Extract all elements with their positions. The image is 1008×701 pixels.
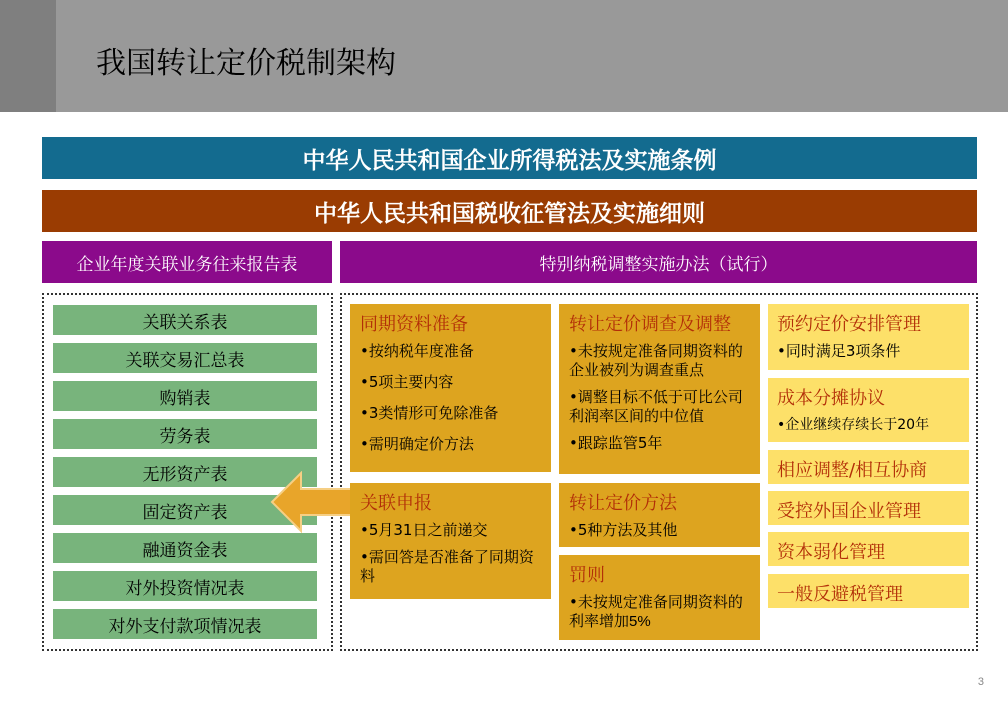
box-title: 转让定价方法 — [569, 493, 677, 514]
box-title: 受控外国企业管理 — [777, 501, 921, 522]
box-penalties — [559, 555, 760, 640]
box-contemporaneous-documentation — [350, 304, 551, 472]
bullet-item — [569, 593, 750, 631]
bullet-item: •5月31日之前递交 — [360, 521, 488, 539]
form-fixed-assets: 固定资产表 — [52, 494, 318, 526]
form-intangible-assets: 无形资产表 — [52, 456, 318, 488]
bullet-item: •3类情形可免除准备 — [360, 404, 499, 422]
box-apa-management — [768, 304, 969, 370]
form-services: 劳务表 — [52, 418, 318, 450]
left-section-header: 企业年度关联业务往来报告表 — [42, 241, 332, 283]
box-title: 资本弱化管理 — [777, 542, 885, 563]
bullet-item: •需明确定价方法 — [360, 435, 474, 453]
bullet-item: •未按规定准备同期资料的企业被列为调查重点 — [569, 342, 743, 379]
box-title: 罚则 — [569, 565, 605, 586]
bullet-item: •企业继续存续长于20年 — [777, 417, 930, 433]
left-arrow-icon — [270, 471, 360, 533]
form-related-transactions-summary: 关联交易汇总表 — [52, 342, 318, 374]
page-title: 我国转让定价税制架构 — [96, 46, 396, 81]
box-title: 转让定价调查及调整 — [569, 314, 731, 335]
box-transfer-pricing-methods — [559, 483, 760, 547]
box-title: 成本分摊协议 — [777, 388, 885, 409]
form-related-party-relationships: 关联关系表 — [52, 304, 318, 336]
page-number: 3 — [977, 676, 984, 688]
header-accent — [0, 0, 56, 112]
box-cost-sharing-agreement — [768, 378, 969, 442]
banner-enterprise-income-tax-law: 中华人民共和国企业所得税法及实施条例 — [42, 137, 977, 179]
form-purchase-sales: 购销表 — [52, 380, 318, 412]
box-transfer-pricing-investigation — [559, 304, 760, 474]
box-corresponding-adjustment — [768, 450, 969, 484]
box-title: 相应调整/相互协商 — [777, 460, 928, 481]
bullet-item: •5种方法及其他 — [569, 521, 678, 539]
bullet-item: •需回答是否准备了同期资料 — [360, 548, 534, 585]
bullet-item: •同时满足3项条件 — [777, 342, 901, 360]
box-title: 关联申报 — [360, 493, 432, 514]
bullet-item: •调整目标不低于可比公司利润率区间的中位值 — [569, 388, 743, 425]
box-general-anti-avoidance — [768, 574, 969, 608]
right-section-header: 特别纳税调整实施办法（试行） — [340, 241, 977, 283]
bullet-item: •跟踪监管5年 — [569, 434, 663, 452]
bullet-item: •5项主要内容 — [360, 373, 454, 391]
form-financing: 融通资金表 — [52, 532, 318, 564]
bullet-text: •未按规定准备同期资料的利率增加 — [569, 593, 743, 630]
box-cfc-management — [768, 491, 969, 525]
box-related-party-declaration — [350, 483, 551, 599]
banner-tax-collection-law: 中华人民共和国税收征管法及实施细则 — [42, 190, 977, 232]
form-outbound-payments: 对外支付款项情况表 — [52, 608, 318, 640]
box-title: 同期资料准备 — [360, 314, 468, 335]
bullet-item: •按纳税年度准备 — [360, 342, 474, 360]
form-outbound-investment: 对外投资情况表 — [52, 570, 318, 602]
box-thin-capitalization — [768, 532, 969, 566]
box-title: 一般反避税管理 — [777, 584, 903, 605]
rate-increase: 5% — [629, 613, 651, 630]
box-title: 预约定价安排管理 — [777, 314, 921, 335]
